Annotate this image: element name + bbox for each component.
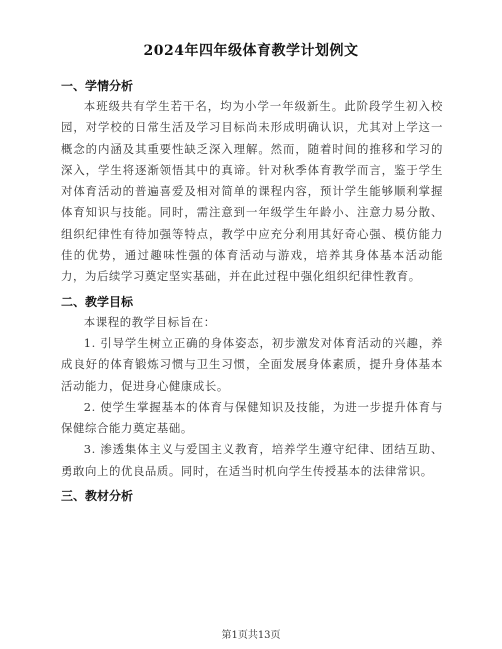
section-learning-analysis (61, 76, 443, 288)
section-textbook-analysis (61, 486, 443, 506)
section-heading: 三、教材分析 (61, 489, 134, 504)
paragraph: 2. 使学生掌握基本的体育与保健知识及技能，为进一步提升体育与保健综合能力奠定基础。 (61, 399, 443, 436)
paragraph: 1. 引导学生树立正确的身体姿态，初步激发对体育活动的兴趣，养成良好的体育锻炼习惯与卫生习惯，全面发展身体素质，提升身体基本活动能力，促进身心健康成长。 (61, 335, 443, 393)
page-footer: 第1页共13页 (221, 630, 281, 641)
section-heading: 一、学情分析 (61, 79, 134, 93)
paragraph: 本班级共有学生若干名，均为小学一年级新生。此阶段学生初入校园，对学校的日常生活及学习目标尚未形成明确认识，尤其对上学这一概念的内涵及其重要性缺乏深入理解。然而，随着时间的推移和学习的深入，学生将逐渐领悟其中的真谛。针对秋季体育教学而言，鉴于学生对体育活动的普遍喜爱及相对简单的课程内容，预计学生能够顺利掌握体育知识与技能。同时，需注意到一年级学生年龄小、注意力易分散、组织纪律性有待加强等特点，教学中应充分利用其好奇心强、模仿能力佳的优势，通过趣味性强的体育活动与游戏，培养其身体基本活动能力，为后续学习奠定坚实基础，并在此过程中强化组织纪律性教育。 (61, 99, 443, 284)
document-title: 2024年四年级体育教学计划例文 (143, 43, 359, 59)
paragraph: 3. 渗透集体主义与爱国主义教育，培养学生遵守纪律、团结互助、勇敢向上的优良品质。同时，在适当时机向学生传授基本的法律常识。 (61, 442, 443, 478)
section-teaching-goals (61, 292, 443, 482)
section-heading: 二、教学目标 (61, 294, 134, 309)
document-body (61, 76, 443, 506)
paragraph: 本课程的教学目标旨在： (83, 314, 216, 329)
